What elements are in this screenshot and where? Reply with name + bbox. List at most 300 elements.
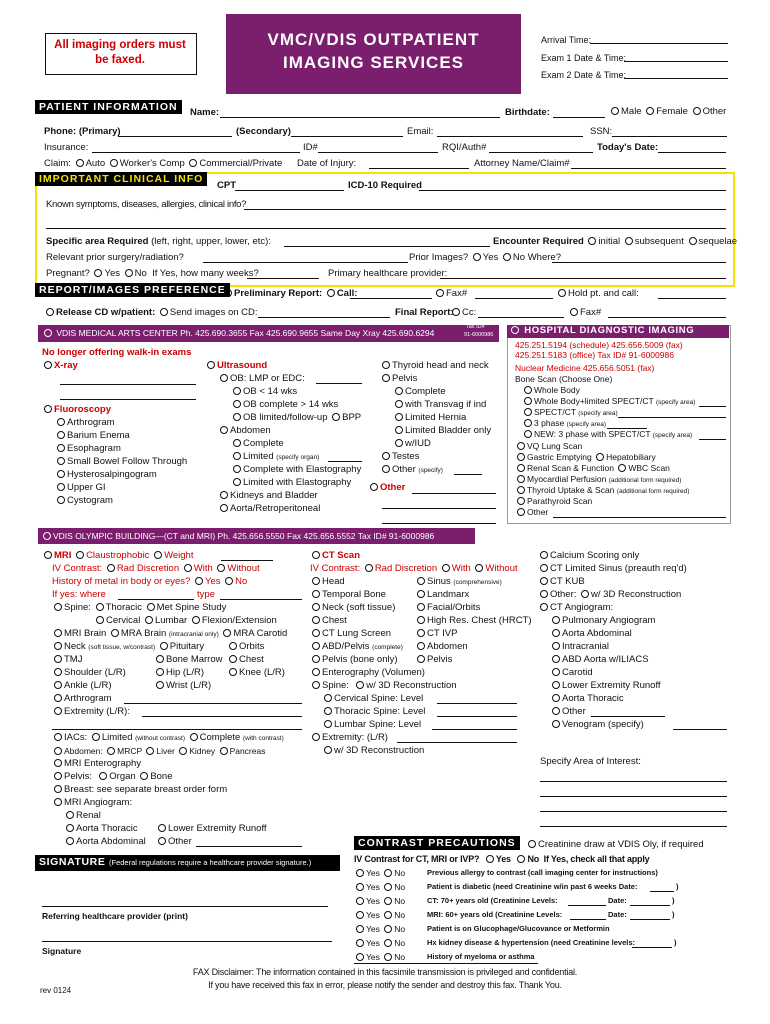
limited-sinus-radio[interactable] <box>540 564 548 572</box>
mri-without-radio[interactable] <box>217 564 225 572</box>
ct-kub-radio[interactable] <box>540 577 548 585</box>
row-no-radio[interactable] <box>384 925 392 933</box>
mra-brain-radio[interactable] <box>111 629 119 637</box>
where-metal-field[interactable] <box>118 590 194 600</box>
fax2-radio[interactable] <box>570 308 578 316</box>
neck-radio[interactable] <box>54 642 62 650</box>
landmarx-radio[interactable] <box>417 590 425 598</box>
hospital-radio[interactable] <box>511 326 519 334</box>
abdomen-label: Abdomen <box>230 425 271 436</box>
exam2-field[interactable] <box>624 69 728 79</box>
calcium-radio[interactable] <box>540 551 548 559</box>
cervical-level-field[interactable] <box>437 694 517 704</box>
row-no-radio[interactable] <box>384 897 392 905</box>
thyroid-radio[interactable] <box>382 361 390 369</box>
spect-radio[interactable] <box>524 408 532 416</box>
ct-other-3d-label: w/ 3D Reconstruction <box>591 589 682 600</box>
mri-aorta-abd-radio[interactable] <box>66 837 74 845</box>
flexion-radio[interactable] <box>192 616 200 624</box>
extremity-field-2[interactable] <box>52 720 302 730</box>
ankle-radio[interactable] <box>54 681 62 689</box>
ct-scan-radio[interactable] <box>312 551 320 559</box>
shoulder-radio[interactable] <box>54 668 62 676</box>
mrcp-radio[interactable] <box>107 747 115 755</box>
insurance-field[interactable] <box>92 143 300 153</box>
xray-field-2[interactable] <box>60 390 196 400</box>
venogram-label: Venogram (specify) <box>562 719 644 730</box>
iacs-complete-radio[interactable] <box>190 733 198 741</box>
mri-angio-radio[interactable] <box>54 798 62 806</box>
angio-other-radio[interactable] <box>552 707 560 715</box>
history-label: History of metal in body or eyes? <box>52 576 191 587</box>
bpp-radio[interactable] <box>332 413 340 421</box>
extremity-field[interactable] <box>142 707 302 717</box>
row-yes-radio[interactable] <box>356 869 364 877</box>
ct-extremity-field[interactable] <box>397 733 517 743</box>
fluoro-item-radio[interactable] <box>57 457 65 465</box>
sinus-radio[interactable] <box>417 577 425 585</box>
auto-radio[interactable] <box>76 159 84 167</box>
gastric-radio[interactable] <box>517 453 525 461</box>
lower-runoff-label: Lower Extremity Runoff <box>562 680 661 691</box>
fluoro-item-radio[interactable] <box>57 418 65 426</box>
phone-primary-field[interactable] <box>118 127 232 137</box>
temporal-radio[interactable] <box>312 590 320 598</box>
prior-yes-radio[interactable] <box>473 253 481 261</box>
complete-elasto-radio[interactable] <box>233 465 241 473</box>
olympic-radio[interactable] <box>43 532 51 540</box>
facial-radio[interactable] <box>417 603 425 611</box>
area-field-2[interactable] <box>540 787 727 797</box>
spect-field[interactable] <box>618 408 726 418</box>
mri-other-field[interactable] <box>196 837 302 847</box>
area-field-1[interactable] <box>540 772 727 782</box>
phase3-field[interactable] <box>607 419 647 429</box>
row-no-radio[interactable] <box>384 953 392 961</box>
us-other-specify-radio[interactable] <box>382 465 390 473</box>
venogram-radio[interactable] <box>552 720 560 728</box>
whole-body-label: Whole Body <box>534 385 580 395</box>
send-cd-radio[interactable] <box>160 308 168 316</box>
attorney-field[interactable] <box>571 159 726 169</box>
female-radio[interactable] <box>646 107 654 115</box>
hernia-radio[interactable] <box>395 413 403 421</box>
phase3-label: 3 phase <box>534 418 565 428</box>
row-no-radio[interactable] <box>384 911 392 919</box>
prior-images-row <box>409 252 561 264</box>
myocardial-radio[interactable] <box>517 475 525 483</box>
pancreas-radio[interactable] <box>220 747 228 755</box>
pregnant-no-radio[interactable] <box>125 269 133 277</box>
history-no-radio[interactable] <box>225 577 233 585</box>
mri-with-radio[interactable] <box>184 564 192 572</box>
hrct-radio[interactable] <box>417 616 425 624</box>
thoracic-level-field[interactable] <box>437 707 517 717</box>
mri-brain-radio[interactable] <box>54 629 62 637</box>
initial-label: initial <box>598 236 621 247</box>
breast-radio[interactable] <box>54 785 62 793</box>
prior-no-radio[interactable] <box>503 253 511 261</box>
vmc-other-field-2[interactable] <box>382 499 496 509</box>
mri-pelvis-radio[interactable] <box>54 772 62 780</box>
kidneys-label: Kidneys and Bladder <box>230 490 318 501</box>
weight-field[interactable] <box>221 551 273 561</box>
rqi-field[interactable] <box>489 143 593 153</box>
abd-complete-radio[interactable] <box>233 439 241 447</box>
symptoms-field-2[interactable] <box>46 219 726 229</box>
type-field[interactable] <box>220 590 302 600</box>
phase3-radio[interactable] <box>524 419 532 427</box>
fax-label: Fax# <box>446 288 468 299</box>
row-no-radio[interactable] <box>384 869 392 877</box>
fluoro-item-radio[interactable] <box>57 483 65 491</box>
thoracic-level-radio[interactable] <box>324 707 332 715</box>
sequelae-radio[interactable] <box>689 237 697 245</box>
ct-other-3d-radio[interactable] <box>581 590 589 598</box>
parathyroid-radio[interactable] <box>517 497 525 505</box>
fluoro-item-radio[interactable] <box>57 470 65 478</box>
limited-elasto-radio[interactable] <box>233 478 241 486</box>
temporal-label: Temporal Bone <box>322 589 386 600</box>
ct-rad-disc-radio[interactable] <box>365 564 373 572</box>
mri-label: MRI <box>54 550 72 561</box>
ob-complete-radio[interactable] <box>233 400 241 408</box>
bone-radio[interactable] <box>140 772 148 780</box>
call-radio[interactable] <box>327 289 335 297</box>
hold-field[interactable] <box>658 289 726 299</box>
ct70-level-field[interactable] <box>568 896 606 906</box>
lung-screen-radio[interactable] <box>312 629 320 637</box>
mri-with-label: With <box>193 563 213 574</box>
cc-field[interactable] <box>478 308 564 318</box>
claustro-radio[interactable] <box>76 551 84 559</box>
call-field[interactable] <box>350 289 432 299</box>
thoracic-radio[interactable] <box>96 603 104 611</box>
release-radio[interactable] <box>46 308 54 316</box>
ct-aorta-abd-radio[interactable] <box>552 629 560 637</box>
kidneys-radio[interactable] <box>220 491 228 499</box>
xray-field-1[interactable] <box>60 375 196 385</box>
symptoms-field-1[interactable] <box>244 200 726 210</box>
ob-lt14-row <box>231 386 297 398</box>
other-sex-radio[interactable] <box>693 107 701 115</box>
iacs-radio[interactable] <box>54 733 62 741</box>
ct-pelvis-radio[interactable] <box>417 655 425 663</box>
male-radio[interactable] <box>611 107 619 115</box>
ob-limited-radio[interactable] <box>233 413 241 421</box>
row-yes-radio[interactable] <box>356 897 364 905</box>
bone-marrow-radio[interactable] <box>156 655 164 663</box>
vmc-radio[interactable] <box>44 329 52 337</box>
commercial-radio[interactable] <box>189 159 197 167</box>
organ-label: Organ <box>109 771 136 782</box>
fluoro-radio[interactable] <box>44 405 52 413</box>
wrist-radio[interactable] <box>156 681 164 689</box>
where-field[interactable] <box>552 253 726 263</box>
iv-question-label: IV Contrast for CT, MRI or IVP? <box>354 854 480 864</box>
vmc-other-field-3[interactable] <box>382 514 496 524</box>
cc-radio[interactable] <box>452 308 460 316</box>
iud-radio[interactable] <box>395 439 403 447</box>
phone-secondary-field[interactable] <box>291 127 403 137</box>
vmc-bar-row <box>42 327 434 339</box>
new3-row <box>522 429 692 441</box>
cervical-radio[interactable] <box>96 616 104 624</box>
new3-field[interactable] <box>699 430 726 440</box>
met-spine-radio[interactable] <box>147 603 155 611</box>
liver-radio[interactable] <box>146 747 154 755</box>
icd-label: ICD-10 Required <box>348 180 422 191</box>
row-yes-radio[interactable] <box>356 939 364 947</box>
surgery-field[interactable] <box>203 253 408 263</box>
abd-aorta-iliacs-radio[interactable] <box>552 655 560 663</box>
area-field-3[interactable] <box>540 802 727 812</box>
ultrasound-radio[interactable] <box>207 361 215 369</box>
iacs-complete-label: Complete <box>199 732 241 743</box>
cpt-field[interactable] <box>235 181 344 191</box>
bladder-only-row <box>393 425 491 437</box>
hepato-radio[interactable] <box>596 453 604 461</box>
testes-radio[interactable] <box>382 452 390 460</box>
fluoro-item <box>55 443 121 455</box>
fluoro-item-label: Cystogram <box>67 495 113 506</box>
close-paren: ) <box>672 896 675 905</box>
ct-other-radio[interactable] <box>540 590 548 598</box>
fluoro-item-radio[interactable] <box>57 496 65 504</box>
mri-chest-radio[interactable] <box>229 655 237 663</box>
row-yes-radio[interactable] <box>356 953 364 961</box>
iv-no-radio[interactable] <box>517 855 525 863</box>
ct-extremity-row <box>310 732 388 744</box>
ct70-date-field[interactable] <box>630 896 670 906</box>
bone-marrow-row <box>154 654 223 666</box>
email-field[interactable] <box>437 127 583 137</box>
row-yes-radio[interactable] <box>356 925 364 933</box>
pelvis-radio[interactable] <box>382 374 390 382</box>
mri-abdomen-radio[interactable] <box>54 747 62 755</box>
whole-spect-field[interactable] <box>699 397 726 407</box>
ct-chest-radio[interactable] <box>312 616 320 624</box>
ct-without-radio[interactable] <box>475 564 483 572</box>
initial-radio[interactable] <box>588 237 596 245</box>
diabetic-date-field[interactable] <box>650 882 674 892</box>
workers-comp-label: Worker's Comp <box>119 158 185 169</box>
iv-yes-radio[interactable] <box>486 855 494 863</box>
mri-rad-disc-radio[interactable] <box>107 564 115 572</box>
fluoro-item-radio[interactable] <box>57 431 65 439</box>
fax-radio[interactable] <box>436 289 444 297</box>
subsequent-radio[interactable] <box>625 237 633 245</box>
kidney-level-field[interactable] <box>632 938 672 948</box>
transvag-radio[interactable] <box>395 400 403 408</box>
ct-with-label: With <box>451 563 471 574</box>
renal-radio[interactable] <box>517 464 525 472</box>
row-yes-label: Yes <box>366 868 380 878</box>
weight-radio[interactable] <box>154 551 162 559</box>
mri-arthrogram-radio[interactable] <box>54 694 62 702</box>
bladder-only-radio[interactable] <box>395 426 403 434</box>
ankle-label: Ankle (L/R) <box>64 680 112 691</box>
spine-radio[interactable] <box>54 603 62 611</box>
pulmonary-radio[interactable] <box>552 616 560 624</box>
lumbar-level-radio[interactable] <box>324 720 332 728</box>
new3-radio[interactable] <box>524 430 532 438</box>
vmc-other-radio[interactable] <box>370 483 378 491</box>
fluoro-item-label: Upper GI <box>67 482 106 493</box>
ob-lmp-radio[interactable] <box>220 374 228 382</box>
hospital-other-radio[interactable] <box>517 508 525 516</box>
preliminary-radio[interactable] <box>224 289 232 297</box>
pelvis-bone-radio[interactable] <box>312 655 320 663</box>
exam1-field[interactable] <box>624 52 728 62</box>
carotid-radio[interactable] <box>552 668 560 676</box>
mri-extremity-radio[interactable] <box>54 707 62 715</box>
mri-renal-radio[interactable] <box>66 811 74 819</box>
mri-other-radio[interactable] <box>158 837 166 845</box>
ct-spine-3d-radio[interactable] <box>356 681 364 689</box>
ct-angio-radio[interactable] <box>540 603 548 611</box>
row-yes-radio[interactable] <box>356 911 364 919</box>
mri-entero-radio[interactable] <box>54 759 62 767</box>
referring-provider-line[interactable] <box>42 906 328 907</box>
specific-area-field[interactable] <box>284 237 490 247</box>
name-field[interactable] <box>220 108 500 118</box>
mri-radio[interactable] <box>44 551 52 559</box>
iacs-limited-radio[interactable] <box>92 733 100 741</box>
ct-ivp-radio[interactable] <box>417 629 425 637</box>
ob-lmp-field[interactable] <box>316 374 362 384</box>
thyroid-uptake-radio[interactable] <box>517 486 525 494</box>
icd-field[interactable] <box>419 181 726 191</box>
creatinine-draw-radio[interactable] <box>528 840 536 848</box>
arthrogram-field[interactable] <box>124 694 302 704</box>
knee-radio[interactable] <box>229 668 237 676</box>
hernia-label: Limited Hernia <box>405 412 467 423</box>
renal-label: Renal Scan & Function <box>527 463 614 473</box>
hospital-line1: 425.251.5194 (schedule) 425.656.5009 (fax) <box>515 340 683 350</box>
ct-head-radio[interactable] <box>312 577 320 585</box>
neck-soft-label: Neck (soft tissue) <box>322 602 396 613</box>
contrast-row-text: CT: 70+ years old (Creatinine Levels: <box>427 896 558 905</box>
history-yes-radio[interactable] <box>195 577 203 585</box>
birthdate-field[interactable] <box>553 108 605 118</box>
todays-date-field[interactable] <box>658 143 726 153</box>
mri60-level-field[interactable] <box>570 910 606 920</box>
lower-runoff-radio[interactable] <box>552 681 560 689</box>
intracranial-radio[interactable] <box>552 642 560 650</box>
bone-scan-label: Bone Scan (Choose One) <box>515 374 613 384</box>
pelvis-complete-radio[interactable] <box>395 387 403 395</box>
hip-radio[interactable] <box>156 668 164 676</box>
ct-abdomen-radio[interactable] <box>417 642 425 650</box>
fluoro-item <box>55 495 113 507</box>
neck-row <box>52 641 204 654</box>
aorta-retro-radio[interactable] <box>220 504 228 512</box>
angio-other-field[interactable] <box>591 707 665 717</box>
row-no-radio[interactable] <box>384 883 392 891</box>
specify-organ-field[interactable] <box>328 452 362 462</box>
ssn-field[interactable] <box>612 127 727 137</box>
auto-label: Auto <box>85 158 106 169</box>
wbc-label: WBC Scan <box>628 463 670 473</box>
pregnant-yes-radio[interactable] <box>94 269 102 277</box>
fax-field[interactable] <box>475 289 553 299</box>
workers-comp-radio[interactable] <box>110 159 118 167</box>
ct-extremity-radio[interactable] <box>312 733 320 741</box>
cervical-level-radio[interactable] <box>324 694 332 702</box>
angio-other-row <box>550 706 586 718</box>
mra-carotid-radio[interactable] <box>223 629 231 637</box>
hold-radio[interactable] <box>558 289 566 297</box>
ct-ext-3d-radio[interactable] <box>324 746 332 754</box>
vmc-other-field-1[interactable] <box>412 484 496 494</box>
neck-soft-radio[interactable] <box>312 603 320 611</box>
arrival-time-field[interactable] <box>590 34 728 44</box>
mri-lower-ext-radio[interactable] <box>158 824 166 832</box>
orbits-radio[interactable] <box>229 642 237 650</box>
xray-radio[interactable] <box>44 361 52 369</box>
fax2-field[interactable] <box>608 308 726 318</box>
signature-line[interactable] <box>42 941 332 942</box>
gastric-label: Gastric Emptying <box>527 452 592 462</box>
row-yes-radio[interactable] <box>356 883 364 891</box>
hospital-other-field[interactable] <box>553 508 726 518</box>
mri-arthrogram-label: Arthrogram <box>64 693 112 704</box>
organ-radio[interactable] <box>99 772 107 780</box>
ob-lt14-radio[interactable] <box>233 387 241 395</box>
tmj-radio[interactable] <box>54 655 62 663</box>
abdomen-radio[interactable] <box>220 426 228 434</box>
whole-body-radio[interactable] <box>524 386 532 394</box>
ct-with-radio[interactable] <box>442 564 450 572</box>
bpp-label: BPP <box>342 412 362 423</box>
iud-row <box>393 438 431 450</box>
weeks-field[interactable] <box>247 269 319 279</box>
id-field[interactable] <box>318 143 438 153</box>
doi-field[interactable] <box>369 159 469 169</box>
mri-aorta-thoracic-radio[interactable] <box>66 824 74 832</box>
mri-aorta-thoracic-row <box>64 823 138 835</box>
abd-pelvis-radio[interactable] <box>312 642 320 650</box>
spine-label: Spine: <box>64 602 91 613</box>
pregnant-label: Pregnant? <box>46 268 90 279</box>
ct-spine-radio[interactable] <box>312 681 320 689</box>
vq-radio[interactable] <box>517 442 525 450</box>
doi-label: Date of Injury: <box>297 158 357 169</box>
abd-limited-radio[interactable] <box>233 452 241 460</box>
venogram-row <box>550 719 644 731</box>
pituitary-label: Pituitary <box>169 641 205 652</box>
lumbar-level-field[interactable] <box>432 720 517 730</box>
row-no-radio[interactable] <box>384 939 392 947</box>
pituitary-radio[interactable] <box>160 642 168 650</box>
ct-aorta-thor-radio[interactable] <box>552 694 560 702</box>
lumbar-radio[interactable] <box>145 616 153 624</box>
mri60-date-field[interactable] <box>630 910 670 920</box>
iacs-limited-label: Limited <box>101 732 133 743</box>
us-other-specify-field[interactable] <box>454 465 482 475</box>
venogram-field[interactable] <box>673 720 727 730</box>
fluoro-item-radio[interactable] <box>57 444 65 452</box>
wbc-radio[interactable] <box>618 464 626 472</box>
kidney-radio[interactable] <box>179 747 187 755</box>
send-cd-field[interactable] <box>258 308 390 318</box>
pcp-field[interactable] <box>440 269 726 279</box>
mri-rad-disc-label: Rad Discretion <box>116 563 180 574</box>
entero-vol-radio[interactable] <box>312 668 320 676</box>
area-field-4[interactable] <box>540 817 727 827</box>
whole-spect-radio[interactable] <box>524 397 532 405</box>
